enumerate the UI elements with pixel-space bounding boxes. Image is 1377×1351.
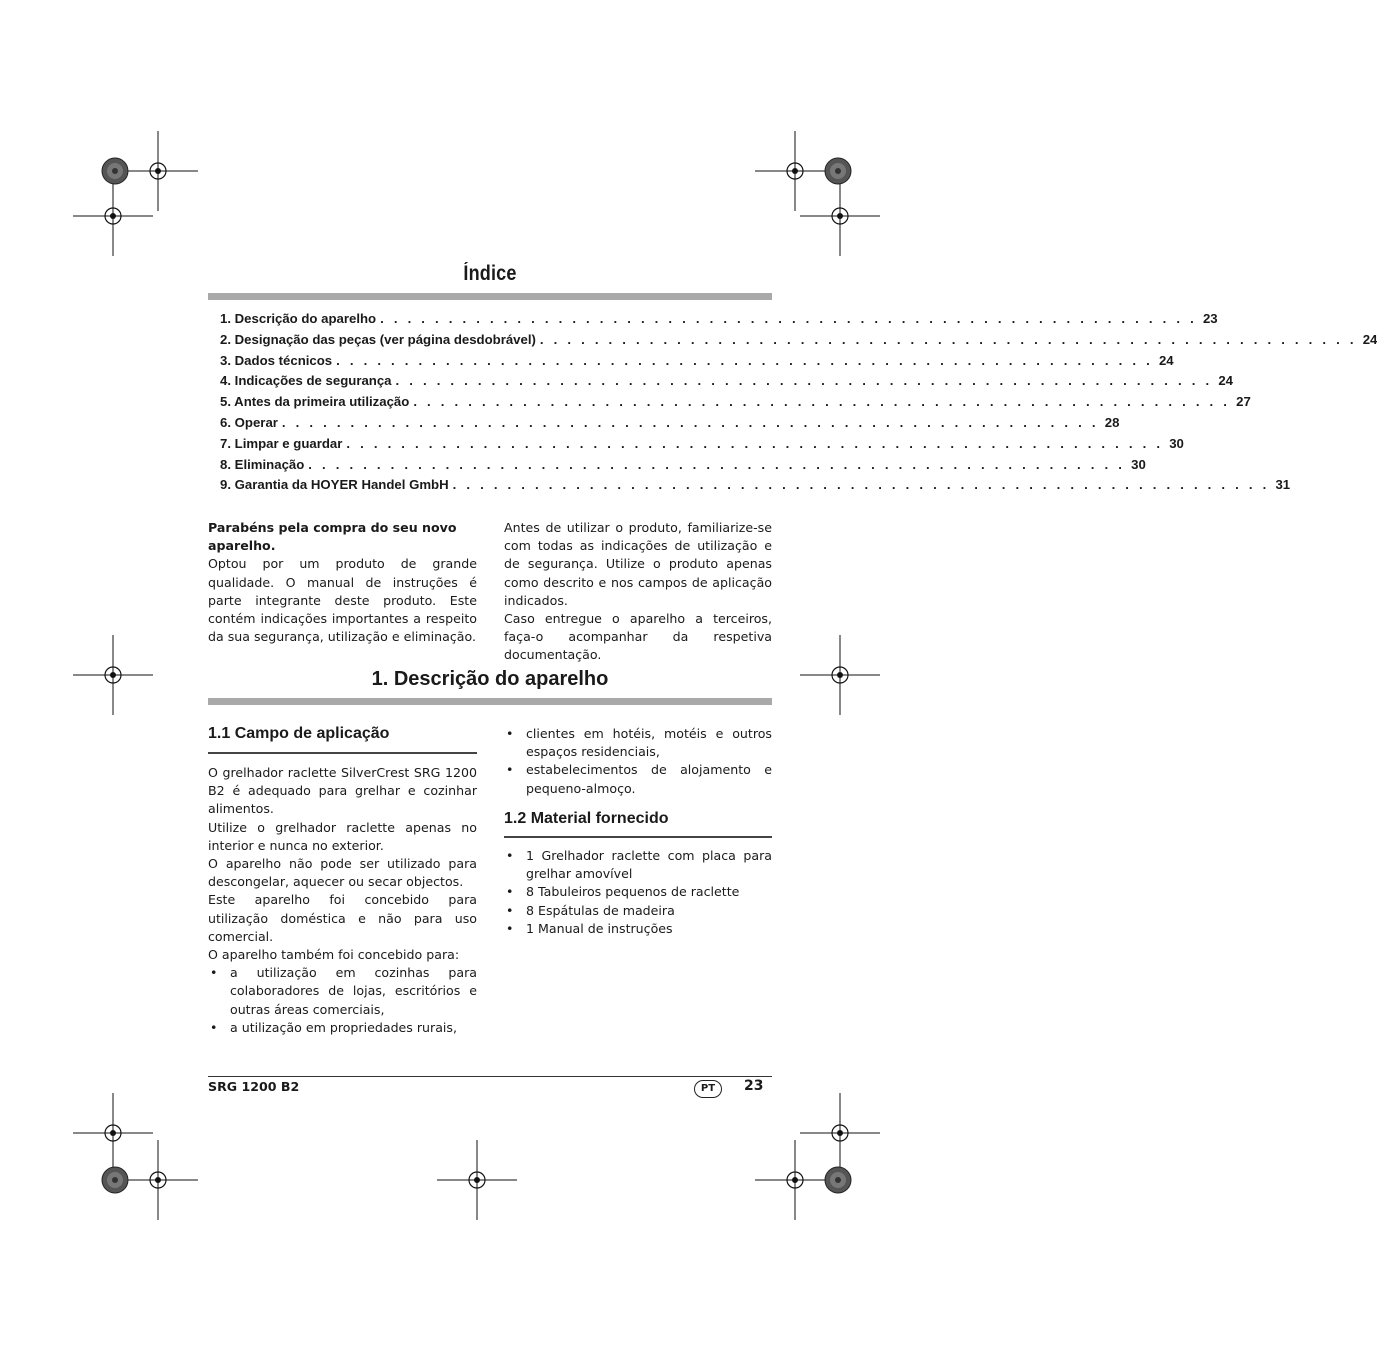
footer-rule [208, 1076, 772, 1077]
toc-label: 8. Eliminação [220, 456, 305, 472]
toc-entry[interactable] [220, 331, 1377, 353]
list-item: • 1 Grelhador raclette com placa para grelhar amovível [504, 847, 772, 883]
list-item: • a utilização em cozinhas para colaboradores de lojas, escritórios e outras áreas comerciais, [208, 964, 477, 1019]
toc-leader: . . . . . . . . . . . . . . . . . . . . . . . . . . . . . . . . . . . . . . . . . . . . . . . . . . . . . . . . . . . . [380, 311, 1197, 326]
contents-text [504, 847, 772, 938]
subsection-title: 1.1 Campo de aplicação [208, 725, 390, 742]
toc-page: 30 [1169, 435, 1184, 451]
toc-label: 9. Garantia da HOYER Handel GmbH [220, 477, 449, 493]
usage-list [208, 964, 477, 1037]
footer-model: SRG 1200 B2 [208, 1079, 300, 1094]
toc-entry[interactable] [220, 373, 1233, 394]
title-bar [208, 293, 772, 300]
toc-entry[interactable] [220, 456, 1146, 478]
toc-entry[interactable] [220, 394, 1251, 415]
toc-label: 4. Indicações de segurança [220, 373, 392, 389]
toc-entry[interactable] [220, 435, 1184, 457]
intro-right-column [504, 519, 772, 665]
intro-heading: Parabéns pela compra do seu novo aparelho. [208, 520, 457, 554]
toc-label: 1. Descrição do aparelho [220, 311, 377, 326]
toc-entry[interactable] [220, 477, 1291, 498]
toc-leader: . . . . . . . . . . . . . . . . . . . . . . . . . . . . . . . . . . . . . . . . . . . . . . . . . . . . . . . . . . . . [281, 414, 1099, 430]
usage-paragraph: O aparelho também foi concebido para: [208, 947, 460, 963]
usage-paragraph: O aparelho não pode ser utilizado para descongelar, aquecer ou secar objectos. [208, 856, 477, 890]
list-item: • estabelecimentos de alojamento e pequeno-almoço. [504, 761, 772, 797]
page-number: 23 [744, 1078, 764, 1094]
toc-leader: . . . . . . . . . . . . . . . . . . . . . . . . . . . . . . . . . . . . . . . . . . . . . . . . . . . . . . . . . . . . [452, 477, 1270, 493]
toc-entry[interactable] [220, 414, 1120, 436]
list-item: • 8 Tabuleiros pequenos de raclette [504, 883, 772, 901]
toc-page: 24 [1158, 352, 1174, 368]
toc-label: 2. Designação das peças (ver página desdobrável) [220, 331, 536, 347]
intro-left-column [208, 519, 477, 646]
toc-page: 24 [1218, 373, 1233, 389]
subsection-rule [504, 836, 772, 838]
toc-leader: . . . . . . . . . . . . . . . . . . . . . . . . . . . . . . . . . . . . . . . . . . . . . . . . . . . . . . . . . . . . [539, 331, 1357, 347]
section-title: 1. Descrição do aparelho [371, 668, 609, 690]
toc-entry[interactable] [220, 352, 1174, 374]
toc-entry[interactable] [220, 311, 1218, 332]
usage-paragraph: O grelhador raclette SilverCrest SRG 1200 B2 é adequado para grelhar e cozinhar alimentos. [208, 765, 477, 817]
toc-page: 30 [1131, 456, 1146, 472]
toc-page: 24 [1362, 331, 1377, 347]
section-bar [208, 698, 772, 705]
contents-list [504, 847, 772, 938]
list-item: • a utilização em propriedades rurais, [208, 1019, 477, 1037]
toc-label: 7. Limpar e guardar [220, 435, 343, 451]
toc-leader: . . . . . . . . . . . . . . . . . . . . . . . . . . . . . . . . . . . . . . . . . . . . . . . . . . . . . . . . . . . . [413, 394, 1231, 410]
usage-paragraph: Utilize o grelhador raclette apenas no interior e nunca no exterior. [208, 819, 477, 853]
index-title: Índice [463, 262, 517, 285]
subsection-rule [208, 752, 477, 754]
toc-leader: . . . . . . . . . . . . . . . . . . . . . . . . . . . . . . . . . . . . . . . . . . . . . . . . . . . . . . . . . . . . [308, 456, 1126, 472]
toc-leader: . . . . . . . . . . . . . . . . . . . . . . . . . . . . . . . . . . . . . . . . . . . . . . . . . . . . . . . . . . . . [395, 373, 1213, 389]
intro-paragraph: Caso entregue o aparelho a terceiros, faça-o acompanhar da respetiva documentação. [504, 611, 772, 663]
usage-paragraph: Este aparelho foi concebido para utilização doméstica e não para uso comercial. [208, 892, 477, 944]
toc-label: 3. Dados técnicos [220, 352, 333, 368]
table-of-contents [220, 311, 1377, 498]
toc-label: 6. Operar [220, 414, 278, 430]
usage-list [504, 725, 772, 798]
toc-page: 31 [1275, 477, 1291, 493]
toc-leader: . . . . . . . . . . . . . . . . . . . . . . . . . . . . . . . . . . . . . . . . . . . . . . . . . . . . . . . . . . . . [336, 352, 1153, 368]
intro-paragraph: Antes de utilizar o produto, familiarize-se com todas as indicações de utilização e de segurança. Utilize o produto apenas como descrito e nos campos de aplicação indicados. [504, 520, 772, 608]
list-item: • clientes em hotéis, motéis e outros espaços residenciais, [504, 725, 772, 761]
toc-label: 5. Antes da primeira utilização [220, 394, 410, 410]
usage-list-continued [504, 725, 772, 798]
list-item: • 1 Manual de instruções [504, 920, 772, 938]
language-badge: PT [694, 1080, 722, 1098]
list-item: • 8 Espátulas de madeira [504, 902, 772, 920]
toc-page: 28 [1104, 414, 1120, 430]
toc-page: 23 [1202, 311, 1218, 326]
intro-paragraph: Optou por um produto de grande qualidade. O manual de instruções é parte integrante deste produto. Este contém indicações importantes a respeito da sua segurança, utilização e eliminação. [208, 556, 477, 645]
toc-page: 27 [1236, 394, 1251, 410]
usage-text [208, 764, 477, 1037]
subsection-title: 1.2 Material fornecido [504, 810, 669, 827]
toc-leader: . . . . . . . . . . . . . . . . . . . . . . . . . . . . . . . . . . . . . . . . . . . . . . . . . . . . . . . . . . . . [346, 435, 1164, 451]
